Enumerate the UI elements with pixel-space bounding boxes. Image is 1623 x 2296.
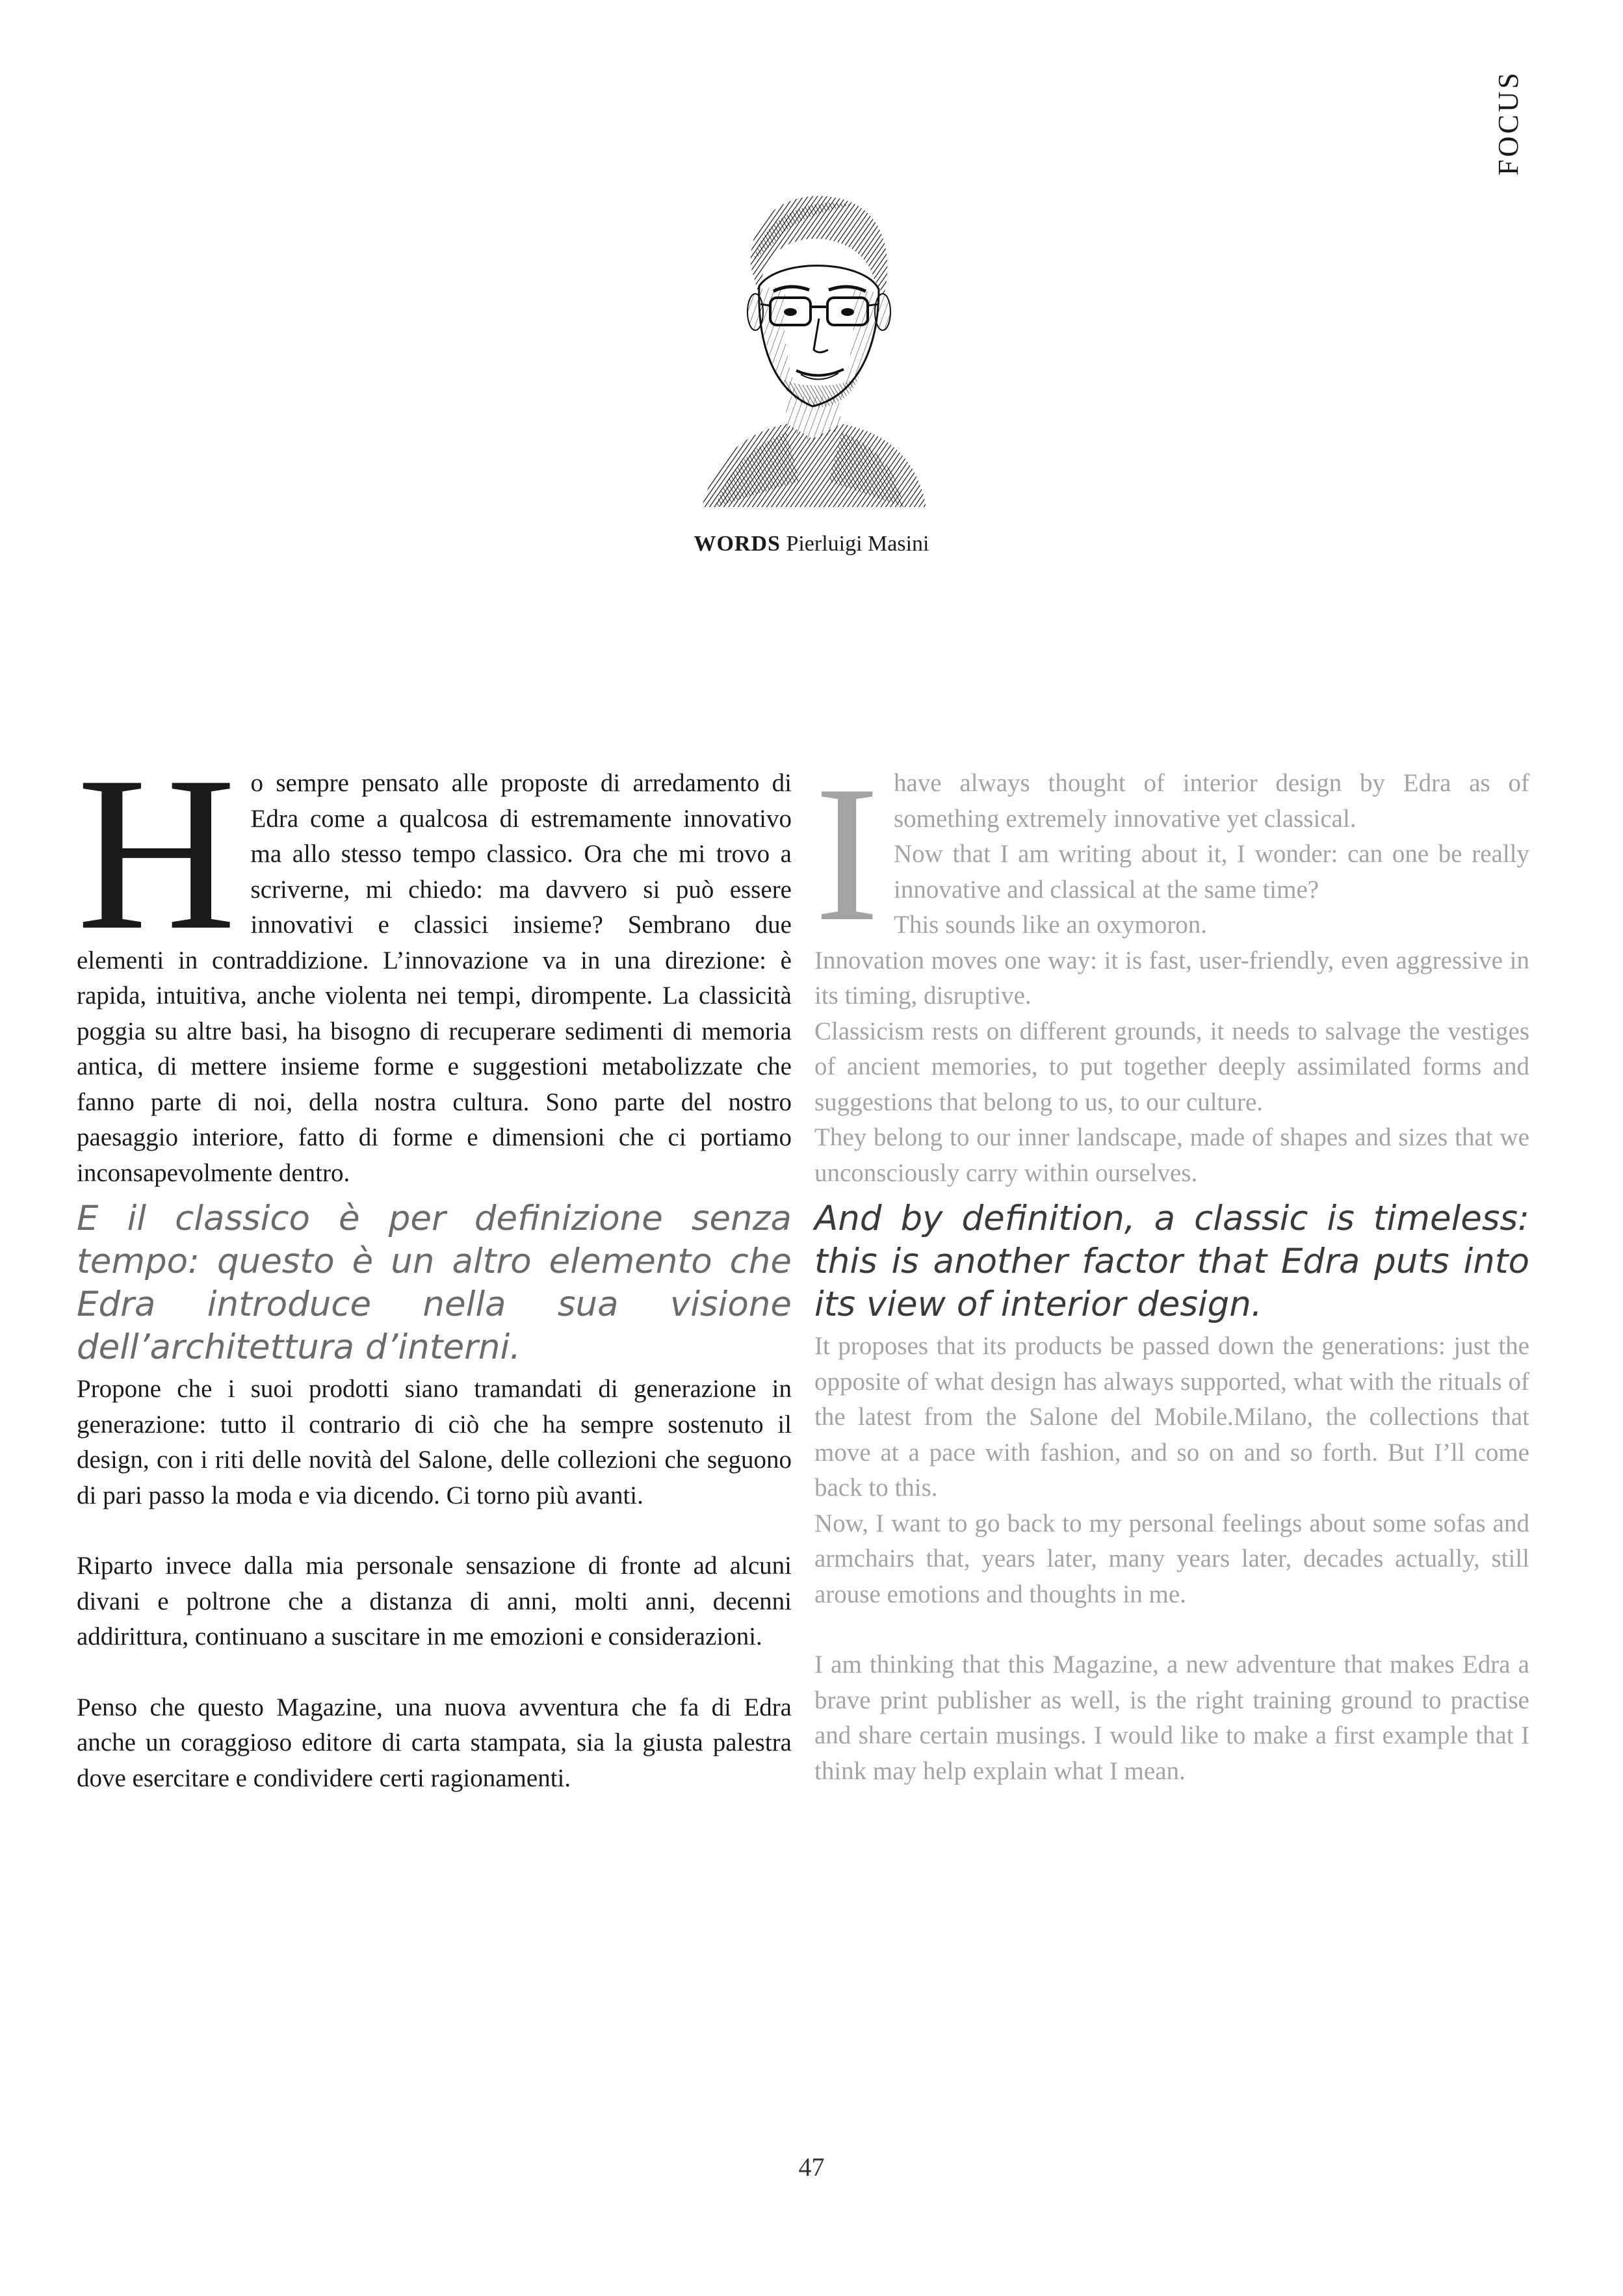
italian-paragraph-4: Penso che questo Magazine, una nuova avventura che fa di Edra anche un coraggioso editore di carta stampata, sia la giusta palestra dove esercitare e condividere certi ragionamenti. [77, 1693, 792, 1792]
byline [0, 532, 1623, 556]
author-portrait [689, 182, 936, 507]
english-dropcap: I [814, 746, 879, 961]
italian-dropcap: H [77, 731, 237, 976]
english-paragraph-4: I am thinking that this Magazine, a new adventure that makes Edra a brave print publisher as well, is the right training ground to practise and share certain musings. I would like to make a first example that I think may help explain what I mean. [814, 1650, 1529, 1785]
italian-paragraph-3: Riparto invece dalla mia personale sensazione di fronte ad alcuni divani e poltrone che a distanza di anni, molti anni, decenni addirittura, continuano a suscitare in me emozioni e considerazioni. [77, 1552, 792, 1650]
italian-column [77, 731, 792, 1796]
italian-paragraph-2: Propone che i suoi prodotti siano tramandati di generazione in generazione: tutto il contrario di ciò che ha sempre sostenuto il design, con i riti delle novità del Salone, delle collezioni che seguono di pari passo la moda e via dicendo. Ci torno più avanti. [77, 1375, 792, 1509]
english-line-6: They belong to our inner landscape, made of shapes and sizes that we unconsciously carry within ourselves. [814, 1123, 1529, 1187]
english-pull-quote: And by definition, a classic is timeless: this is another factor that Edra puts into its view of interior design. [814, 1199, 1529, 1324]
english-paragraph-3: Now, I want to go back to my personal feelings about some sofas and armchairs that, years later, many years later, decades actually, still arouse emotions and thoughts in me. [814, 1509, 1529, 1608]
english-line-5: Classicism rests on different grounds, it needs to salvage the vestiges of ancient memories, to put together deeply assimilated forms and suggestions that belong to us, to our culture. [814, 1017, 1529, 1116]
page-number: 47 [798, 2152, 825, 2182]
english-line-3: This sounds like an oxymoron. [894, 911, 1208, 939]
english-line-1: have always thought of interior design by Edra as of something extremely innovative yet classical. [894, 769, 1529, 833]
byline-label: WORDS [694, 532, 781, 556]
english-column [814, 746, 1529, 1789]
italian-pull-quote: E il classico è per definizione senza tempo: questo è un altro elemento che Edra introduce nella sua visione dell’architettura d’interni. [77, 1199, 792, 1367]
english-line-2: Now that I am writing about it, I wonder: can one be really innovative and classical at the same time? [894, 840, 1529, 904]
english-paragraph-2: It proposes that its products be passed down the generations: just the opposite of what design has always supported, what with the rituals of the latest from the Salone del Mobile.Milano, the collections that move at a pace with fashion, and so on and so forth. But I’ll come back to this. [814, 1332, 1529, 1502]
italian-paragraph-1: o sempre pensato alle proposte di arredamento di Edra come a qualcosa di estremamente innovativo ma allo stesso tempo classico. Ora che mi trovo a scriverne, mi chiedo: ma davvero si può essere innovativi e classici insieme? Sembrano due elementi in contraddizione. L’innovazione va in una direzione: è rapida, intuitiva, anche violenta nei tempi, dirompente. La classicità poggia su altre basi, ha bisogno di recuperare sedimenti di memoria antica, di mettere insieme forme e suggestioni metabolizzate che fanno parte di noi, della nostra cultura. Sono parte del nostro paesaggio interiore, fatto di forme e dimensioni che ci portiamo inconsapevolmente dentro. [77, 769, 792, 1187]
byline-author: Pierluigi Masini [786, 532, 929, 556]
english-line-4: Innovation moves one way: it is fast, user-friendly, even aggressive in its timing, disruptive. [814, 946, 1529, 1010]
section-label: FOCUS [1492, 70, 1524, 176]
